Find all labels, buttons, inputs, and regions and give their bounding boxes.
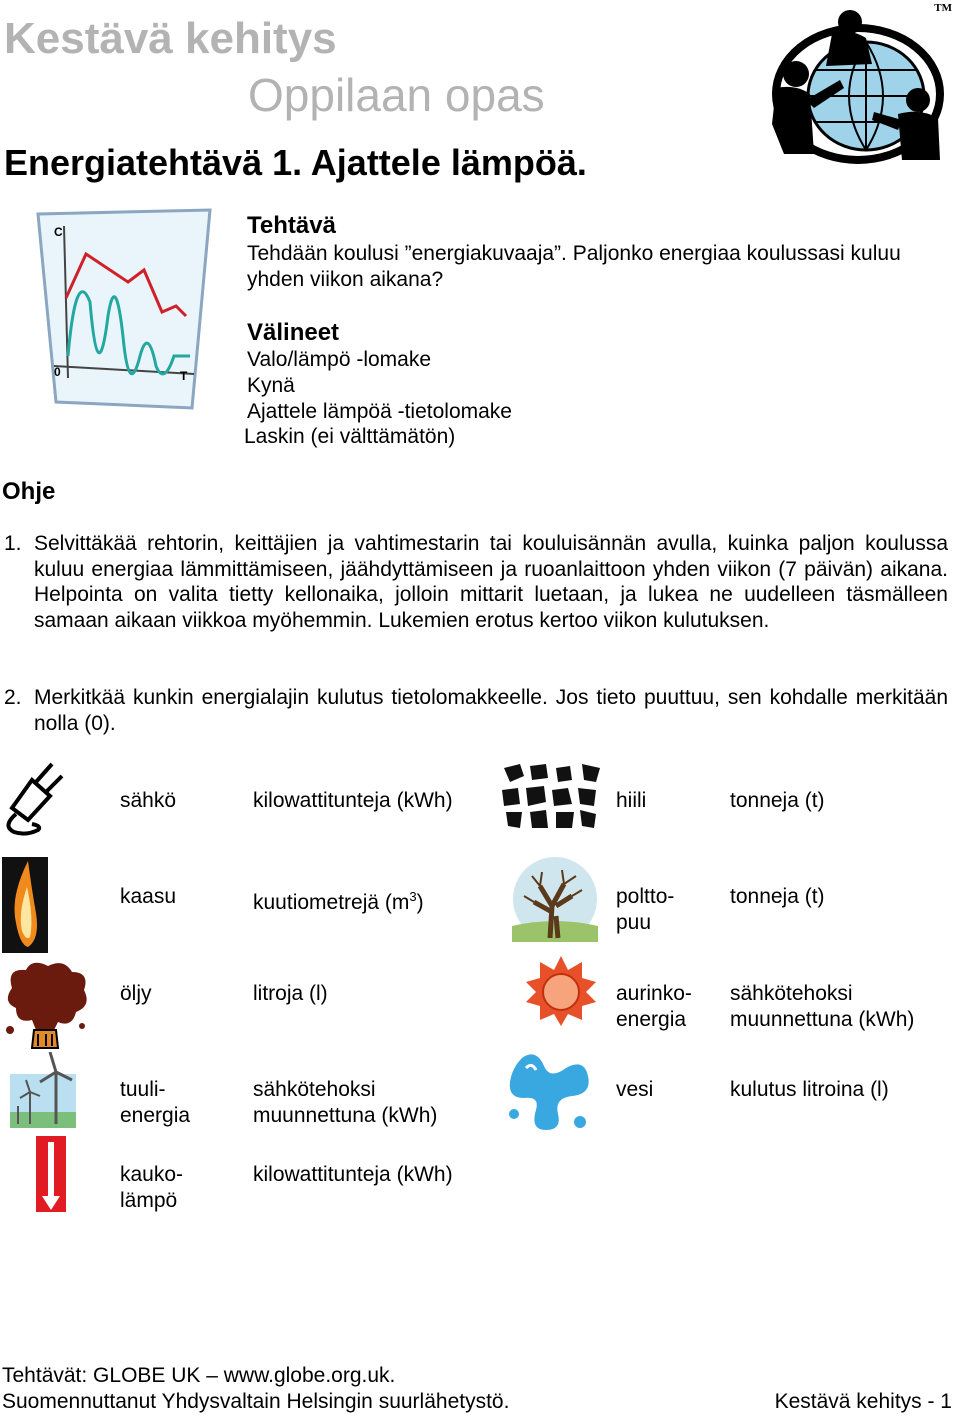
- flame-icon: [2, 857, 48, 953]
- material-item: Kynä: [247, 374, 295, 397]
- unit-superscript: 3: [409, 889, 417, 904]
- page-number: Kestävä kehitys - 1: [774, 1390, 952, 1413]
- svg-text:T: T: [180, 369, 188, 383]
- material-item: Ajattele lämpöä -tietolomake: [247, 400, 512, 423]
- task-text: Tehdään koulusi ”energiakuvaaja”. Paljonko energiaa koulussasi kuluu yhden viikon aikana?: [247, 242, 901, 291]
- globe-people-logo-icon: [762, 4, 952, 166]
- energy-name: hiili: [616, 789, 647, 812]
- instruction-step-2: [4, 685, 948, 736]
- water-splash-icon: [506, 1048, 592, 1136]
- energy-name: vesi: [616, 1078, 654, 1101]
- energy-unit: kilowattitunteja (kWh): [253, 789, 453, 812]
- energy-name: poltto- puu: [616, 885, 675, 934]
- svg-text:C: C: [54, 225, 63, 239]
- energy-unit: sähkötehoksi muunnettuna (kWh): [730, 982, 915, 1031]
- instruction-step-1: [4, 531, 948, 633]
- footer-translation: Suomennuttanut Yhdysvaltain Helsingin suurlähetystö.: [2, 1390, 510, 1413]
- tree-icon: [512, 856, 598, 942]
- trademark: TM: [934, 2, 952, 14]
- materials-heading: Välineet: [247, 319, 340, 346]
- energy-name: kaasu: [120, 885, 177, 908]
- energy-unit: sähkötehoksi muunnettuna (kWh): [253, 1078, 438, 1127]
- page-title: Energiatehtävä 1. Ajattele lämpöä.: [4, 142, 587, 183]
- sun-icon: [524, 954, 598, 1028]
- svg-text:0: 0: [54, 365, 61, 379]
- energy-name: tuuli- energia: [120, 1078, 191, 1127]
- unit-text-end: ): [416, 891, 424, 914]
- wind-turbine-icon: [10, 1052, 76, 1128]
- energy-name: öljy: [120, 982, 152, 1005]
- step-text: Merkitkää kunkin energialajin kulutus tietolomakkeelle. Jos tieto puuttuu, sen kohdalle merkitään nolla (0).: [34, 686, 948, 735]
- footer-source: Tehtävät: GLOBE UK – www.globe.org.uk.: [2, 1364, 396, 1387]
- brand-title: Kestävä kehitys: [4, 14, 337, 63]
- energy-name: sähkö: [120, 789, 177, 812]
- material-item: Laskin (ei välttämätön): [244, 425, 456, 448]
- step-number: 1.: [4, 532, 22, 555]
- material-item: Valo/lämpö -lomake: [247, 348, 432, 371]
- energy-name: aurinko- energia: [616, 982, 692, 1031]
- district-heating-icon: [36, 1136, 66, 1212]
- energy-name: kauko- lämpö: [120, 1163, 184, 1212]
- instructions-heading: Ohje: [2, 478, 56, 505]
- graph-paper-icon: [24, 206, 224, 416]
- unit-text: kuutiometrejä (m: [253, 891, 410, 914]
- task-heading: Tehtävä: [247, 212, 336, 239]
- coal-icon: [500, 762, 604, 832]
- energy-unit: tonneja (t): [730, 885, 825, 908]
- energy-unit: [253, 884, 424, 916]
- oil-spill-icon: [2, 958, 90, 1050]
- energy-unit: kulutus litroina (l): [730, 1078, 889, 1101]
- energy-unit: kilowattitunteja (kWh): [253, 1163, 453, 1186]
- step-number: 2.: [4, 686, 22, 709]
- energy-unit: tonneja (t): [730, 789, 825, 812]
- plug-icon: [2, 760, 64, 840]
- energy-unit: litroja (l): [253, 982, 328, 1005]
- step-text: Selvittäkää rehtorin, keittäjien ja vahtimestarin tai kouluisännän avulla, kuinka paljon koulussa kuluu energiaa lämmittämiseen, jäähdyttämiseen ja ruoanlaittoon yhden viikon (7 päivän) aikana. Helpointa on valita tietty kellonaika, jolloin mittarit luetaan, ja lukea ne uudelleen täsmälleen samaan aikaan viikkoa myöhemmin. Lukemien erotus kertoo viikon kulutuksen.: [34, 532, 948, 632]
- brand-subtitle: Oppilaan opas: [248, 69, 545, 121]
